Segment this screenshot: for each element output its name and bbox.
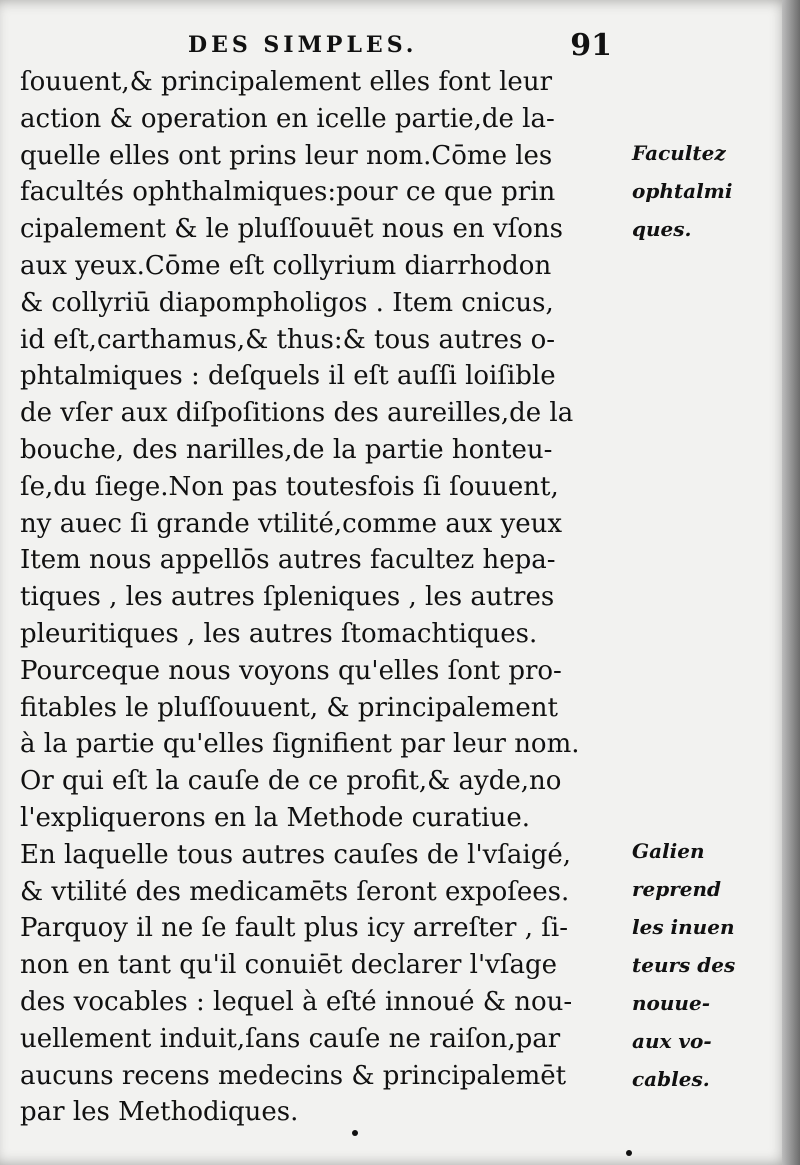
text-line: aux yeux.Cōme eſt collyrium diarrhodon: [20, 250, 552, 281]
margin-note-galien: [632, 832, 735, 1098]
margin-note-line: ophtalmi: [632, 179, 733, 203]
margin-note-facultez: [632, 134, 732, 248]
text-line: uellement induit,ſans cauſe ne raiſon,par: [20, 1023, 561, 1054]
text-line: ſouuent,& principalement elles font leur: [20, 67, 552, 97]
text-line: non en tant qu'il conuiēt declarer l'vſage: [20, 950, 557, 981]
margin-note-line: ques.: [632, 217, 692, 241]
margin-note-line: teurs des: [632, 953, 736, 977]
margin-note-line: nouue-: [632, 991, 710, 1015]
text-line: par les Methodiques.: [20, 1097, 299, 1128]
text-line: bouche, des narilles,de la partie honteu-: [20, 434, 553, 465]
show-through-shadow: [640, 270, 770, 530]
text-line: Parquoy il ne ſe fault plus icy arreſter , ſi-: [20, 913, 569, 944]
ink-speck: [352, 1130, 358, 1136]
text-line: des vocables : lequel à eſté innoué & nou-: [20, 986, 573, 1017]
text-line: Item nous appellōs autres facultez hepa-: [20, 545, 556, 576]
text-line: Pourceque nous voyons qu'elles ſont pro-: [20, 655, 562, 686]
running-head-title: DES SIMPLES.: [188, 32, 418, 58]
text-line: à la partie qu'elles ſignifient par leur nom.: [20, 729, 580, 760]
text-line: l'expliquerons en la Methode curatiue.: [20, 802, 531, 833]
text-line: tiques , les autres ſpleniques , les autres: [20, 582, 555, 613]
margin-note-line: reprend: [632, 877, 722, 901]
ink-speck: [626, 1150, 632, 1156]
text-line: pleuritiques , les autres ſtomachtiques.: [20, 618, 538, 649]
margin-note-line: aux vo-: [632, 1029, 712, 1053]
running-head: [180, 28, 620, 62]
margin-note-line: Galien: [632, 839, 705, 863]
margin-note-line: cables.: [632, 1067, 710, 1091]
text-line: quelle elles ont prins leur nom.Cōme les: [20, 140, 553, 171]
text-line: phtalmiques : deſquels il eſt auſſi loiſible: [20, 361, 556, 392]
text-line: Or qui eſt la cauſe de ce profit,& ayde,no: [20, 766, 562, 797]
text-line: de vſer aux diſpoſitions des aureilles,de la: [20, 398, 574, 429]
text-line: & collyriū diapompholigos . Item cnicus,: [20, 287, 554, 318]
page-number: 91: [570, 28, 612, 63]
margin-note-line: les inuen: [632, 915, 735, 939]
text-line: fitables le pluſſouuent, & principalement: [20, 692, 558, 723]
text-line: id eſt,carthamus,& thus:& tous autres o-: [20, 324, 556, 355]
margin-note-line: Facultez: [632, 141, 726, 165]
body-text: [20, 64, 620, 1131]
text-line: action & operation en icelle partie,de la-: [20, 103, 555, 134]
text-line: ſe,du ſiege.Non pas toutesfois ſi ſouuent,: [20, 471, 559, 502]
text-line: aucuns recens medecins & principalemēt: [20, 1060, 567, 1091]
text-line: cipalement & le pluſſouuēt nous en vſons: [20, 214, 563, 245]
page-edge-shadow: [782, 0, 800, 1165]
text-line: & vtilité des medicamēts ſeront expoſees.: [20, 876, 570, 907]
text-line: ny auec ſi grande vtilité,comme aux yeux: [20, 508, 562, 539]
text-line: facultés ophthalmiques:pour ce que prin: [20, 177, 556, 208]
text-line: En laquelle tous autres cauſes de l'vſaigé,: [20, 839, 572, 870]
